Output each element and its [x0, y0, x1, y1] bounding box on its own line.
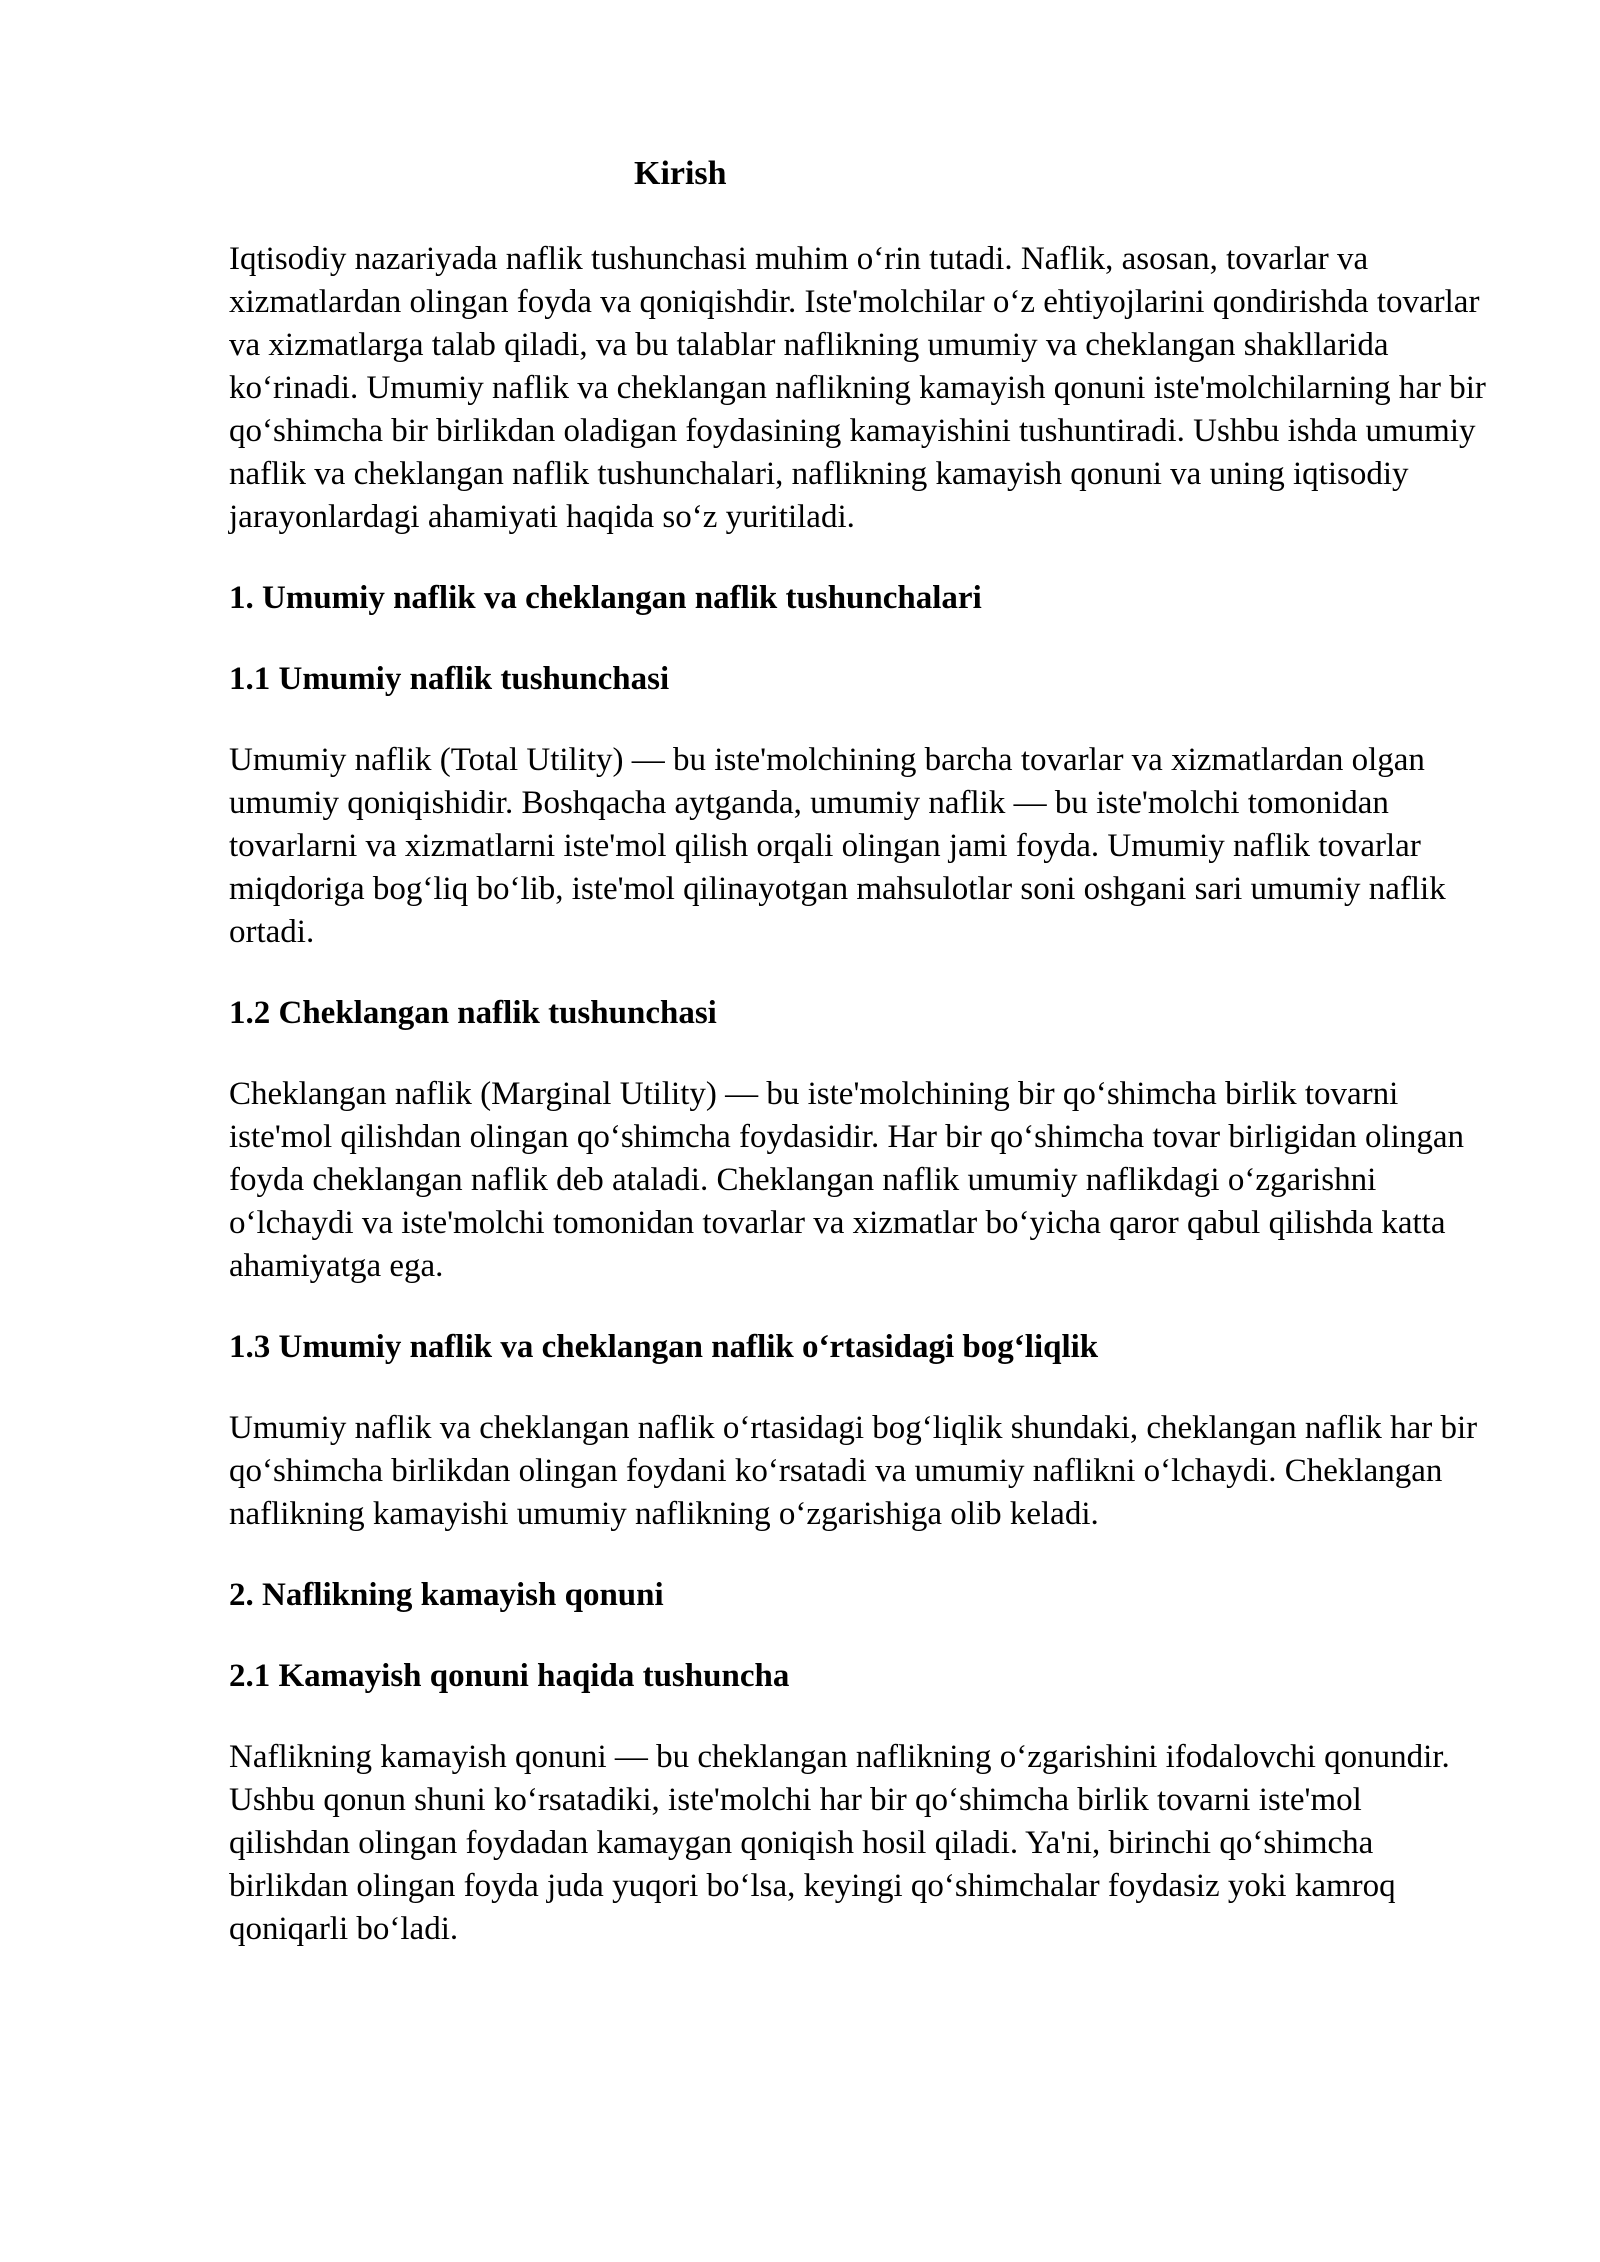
section-1-1-heading: 1.1 Umumiy naflik tushunchasi — [229, 661, 670, 697]
section-1-3-paragraph: Umumiy naflik va cheklangan naflik o‘rtasidagi bog‘liqlik shundaki, cheklangan naflik har bir qo‘shimcha birlikdan olingan foydani ko‘rsatadi va umumiy naflikni o‘lchaydi. Cheklangan naflikning kamayishi umumiy naflikning o‘zgarishiga olib keladi. — [229, 1410, 1478, 1532]
section-1-3-heading: 1.3 Umumiy naflik va cheklangan naflik o‘rtasidagi bog‘liqlik — [229, 1329, 1099, 1365]
intro-paragraph: Iqtisodiy nazariyada naflik tushunchasi muhim o‘rin tutadi. Naflik, asosan, tovarlar va xizmatlardan olingan foyda va qoniqishdir. Iste'molchilar o‘z ehtiyojlarini qondirishda tovarlar va xizmatlarga talab qiladi, va bu talablar naflikning umumiy va cheklangan shakllarida ko‘rinadi. Umumiy naflik va cheklangan naflikning kamayish qonuni iste'molchilarning har bir qo‘shimcha bir birlikdan oladigan foydasining kamayishini tushuntiradi. Ushbu ishda umumiy naflik va cheklangan naflik tushunchalari, naflikning kamayish qonuni va uning iqtisodiy jarayonlardagi ahamiyati haqida so‘z yuritiladi. — [229, 241, 1486, 535]
section-2-heading: 2. Naflikning kamayish qonuni — [229, 1577, 664, 1613]
section-2-1-heading: 2.1 Kamayish qonuni haqida tushuncha — [229, 1658, 790, 1694]
document-page — [229, 150, 1489, 1989]
section-1-2-paragraph: Cheklangan naflik (Marginal Utility) — bu iste'molchining bir qo‘shimcha birlik tovarni iste'mol qilishdan olingan qo‘shimcha foydasidir. Har bir qo‘shimcha tovar birligidan olingan foyda cheklangan naflik deb ataladi. Cheklangan naflik umumiy naflikdagi o‘zgarishni o‘lchaydi va iste'molchi tomonidan tovarlar va xizmatlar bo‘yicha qaror qabul qilishda katta ahamiyatga ega. — [229, 1076, 1464, 1284]
section-2-1-paragraph: Naflikning kamayish qonuni — bu cheklangan naflikning o‘zgarishini ifodalovchi qonundir. Ushbu qonun shuni ko‘rsatadiki, iste'molchi har bir qo‘shimcha birlik tovarni iste'mol qilishdan olingan foydadan kamaygan qoniqish hosil qiladi. Ya'ni, birinchi qo‘shimcha birlikdan olingan foyda juda yuqori bo‘lsa, keyingi qo‘shimchalar foydasiz yoki kamroq qoniqarli bo‘ladi. — [229, 1739, 1450, 1947]
section-1-2-heading: 1.2 Cheklangan naflik tushunchasi — [229, 995, 717, 1031]
section-1-heading: 1. Umumiy naflik va cheklangan naflik tushunchalari — [229, 580, 982, 616]
page-title: Kirish — [634, 155, 727, 192]
section-1-1-paragraph: Umumiy naflik (Total Utility) — bu iste'molchining barcha tovarlar va xizmatlardan olgan umumiy qoniqishidir. Boshqacha aytganda, umumiy naflik — bu iste'molchi tomonidan tovarlarni va xizmatlarni iste'mol qilish orqali olingan jami foyda. Umumiy naflik tovarlar miqdoriga bog‘liq bo‘lib, iste'mol qilinayotgan mahsulotlar soni oshgani sari umumiy naflik ortadi. — [229, 742, 1446, 950]
